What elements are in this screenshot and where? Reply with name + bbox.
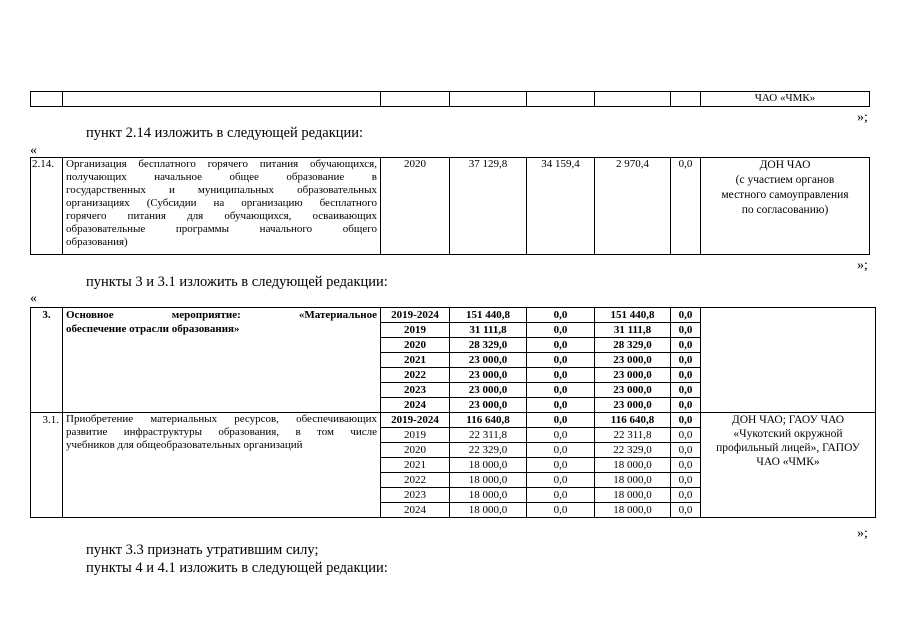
regional-amount: 18 000,0 <box>595 458 671 473</box>
responsible-line: местного самоуправления <box>721 189 849 201</box>
desc-line: обеспечение отрасли образования» <box>66 323 240 335</box>
year: 2020 <box>381 443 450 458</box>
total-amount: 23 000,0 <box>450 398 527 413</box>
year: 2019 <box>381 428 450 443</box>
regional-amount: 18 000,0 <box>595 503 671 518</box>
total-amount: 18 000,0 <box>450 458 527 473</box>
total-amount: 18 000,0 <box>450 473 527 488</box>
close-quote: »; <box>857 258 868 273</box>
table-row <box>31 92 870 107</box>
cell-other <box>671 92 701 107</box>
responsible <box>701 413 876 518</box>
total-amount: 116 640,8 <box>450 413 527 428</box>
other-amount: 0,0 <box>671 158 701 255</box>
regional-amount: 18 000,0 <box>595 473 671 488</box>
table-row <box>31 413 876 428</box>
other-amount: 0,0 <box>671 323 701 338</box>
other-amount: 0,0 <box>671 368 701 383</box>
total-amount: 31 111,8 <box>450 323 527 338</box>
cell-fed <box>527 92 595 107</box>
regional-amount: 22 311,8 <box>595 428 671 443</box>
total-amount: 23 000,0 <box>450 368 527 383</box>
desc-line: образовательные программы начального общего <box>66 223 377 235</box>
year: 2022 <box>381 473 450 488</box>
other-amount: 0,0 <box>671 488 701 503</box>
year: 2022 <box>381 368 450 383</box>
regional-amount: 23 000,0 <box>595 383 671 398</box>
regional-amount: 18 000,0 <box>595 488 671 503</box>
paragraph-3: пункты 3 и 3.1 изложить в следующей редакции: <box>86 274 388 290</box>
federal-amount: 0,0 <box>527 458 595 473</box>
desc-line: развитие инфраструктуры образования, в том числе <box>66 426 377 438</box>
federal-amount: 0,0 <box>527 443 595 458</box>
responsible-line: ДОН ЧАО <box>759 159 811 171</box>
close-quote: »; <box>857 110 868 125</box>
year: 2020 <box>381 338 450 353</box>
federal-amount: 0,0 <box>527 338 595 353</box>
regional-amount: 31 111,8 <box>595 323 671 338</box>
total-amount: 151 440,8 <box>450 308 527 323</box>
year: 2021 <box>381 458 450 473</box>
table-fragment-top <box>30 91 870 107</box>
item-number: 3.1. <box>31 413 63 518</box>
federal-amount: 0,0 <box>527 368 595 383</box>
year: 2024 <box>381 398 450 413</box>
year: 2020 <box>381 158 450 255</box>
federal-amount: 0,0 <box>527 323 595 338</box>
total-amount: 37 129,8 <box>450 158 527 255</box>
year: 2023 <box>381 383 450 398</box>
open-quote: « <box>30 143 37 158</box>
responsible-line: «Чукотский окружной <box>733 428 843 440</box>
regional-amount: 2 970,4 <box>595 158 671 255</box>
cell-desc <box>63 92 381 107</box>
paragraph-4: пункты 4 и 4.1 изложить в следующей редакции: <box>86 560 388 576</box>
desc-line: горячего питания для обучающихся, осваивающих <box>66 210 377 222</box>
total-amount: 18 000,0 <box>450 503 527 518</box>
desc-line: Основное мероприятие: «Материальное <box>66 309 377 321</box>
responsible-line: ДОН ЧАО; ГАОУ ЧАО <box>731 414 845 426</box>
table-section-3 <box>30 307 876 518</box>
regional-amount: 116 640,8 <box>595 413 671 428</box>
item-description <box>63 308 381 413</box>
other-amount: 0,0 <box>671 413 701 428</box>
federal-amount: 34 159,4 <box>527 158 595 255</box>
item-number: 3. <box>31 308 63 413</box>
table-row-2-14 <box>30 157 870 255</box>
year: 2019-2024 <box>381 413 450 428</box>
year: 2024 <box>381 503 450 518</box>
federal-amount: 0,0 <box>527 308 595 323</box>
regional-amount: 151 440,8 <box>595 308 671 323</box>
total-amount: 22 311,8 <box>450 428 527 443</box>
responsible-line: по согласованию) <box>741 204 829 216</box>
other-amount: 0,0 <box>671 308 701 323</box>
total-amount: 23 000,0 <box>450 383 527 398</box>
desc-line: организациях (Субсидии на организацию бесплатного <box>66 197 377 209</box>
year: 2019 <box>381 323 450 338</box>
total-amount: 23 000,0 <box>450 353 527 368</box>
year: 2019-2024 <box>381 308 450 323</box>
other-amount: 0,0 <box>671 458 701 473</box>
responsible <box>701 308 876 413</box>
other-amount: 0,0 <box>671 353 701 368</box>
desc-line: образования) <box>66 236 128 248</box>
desc-line: Приобретение материальных ресурсов, обеспечивающих <box>66 413 377 425</box>
desc-line: получающих начальное общее образование в <box>66 171 377 183</box>
cell-responsible: ЧАО «ЧМК» <box>701 92 870 107</box>
cell-num <box>31 92 63 107</box>
close-quote: »; <box>857 526 868 541</box>
item-description <box>63 158 381 255</box>
other-amount: 0,0 <box>671 338 701 353</box>
regional-amount: 22 329,0 <box>595 443 671 458</box>
total-amount: 18 000,0 <box>450 488 527 503</box>
regional-amount: 23 000,0 <box>595 368 671 383</box>
other-amount: 0,0 <box>671 398 701 413</box>
federal-amount: 0,0 <box>527 503 595 518</box>
federal-amount: 0,0 <box>527 383 595 398</box>
table-row <box>31 158 870 255</box>
other-amount: 0,0 <box>671 428 701 443</box>
cell-reg <box>595 92 671 107</box>
year: 2021 <box>381 353 450 368</box>
open-quote: « <box>30 291 37 306</box>
federal-amount: 0,0 <box>527 473 595 488</box>
desc-line: государственных и муниципальных образовательных <box>66 184 377 196</box>
regional-amount: 28 329,0 <box>595 338 671 353</box>
responsible-line: ЧАО «ЧМК» <box>756 456 820 468</box>
table-row <box>31 308 876 323</box>
total-amount: 22 329,0 <box>450 443 527 458</box>
other-amount: 0,0 <box>671 503 701 518</box>
item-number: 2.14. <box>31 158 63 255</box>
desc-line: Организация бесплатного горячего питания обучающихся, <box>66 158 377 170</box>
regional-amount: 23 000,0 <box>595 398 671 413</box>
federal-amount: 0,0 <box>527 353 595 368</box>
federal-amount: 0,0 <box>527 488 595 503</box>
other-amount: 0,0 <box>671 383 701 398</box>
paragraph-2-14: пункт 2.14 изложить в следующей редакции: <box>86 125 364 141</box>
federal-amount: 0,0 <box>527 413 595 428</box>
desc-line: учебников для общеобразовательных организаций <box>66 439 303 451</box>
year: 2023 <box>381 488 450 503</box>
cell-year <box>381 92 450 107</box>
responsible-line: профильный лицей», ГАПОУ <box>716 442 860 454</box>
cell-total <box>450 92 527 107</box>
other-amount: 0,0 <box>671 473 701 488</box>
total-amount: 28 329,0 <box>450 338 527 353</box>
responsible-line: (с участием органов <box>735 174 835 186</box>
federal-amount: 0,0 <box>527 428 595 443</box>
regional-amount: 23 000,0 <box>595 353 671 368</box>
item-description <box>63 413 381 518</box>
responsible <box>701 158 870 255</box>
other-amount: 0,0 <box>671 443 701 458</box>
federal-amount: 0,0 <box>527 398 595 413</box>
paragraph-3-3: пункт 3.3 признать утратившим силу; <box>86 542 319 558</box>
